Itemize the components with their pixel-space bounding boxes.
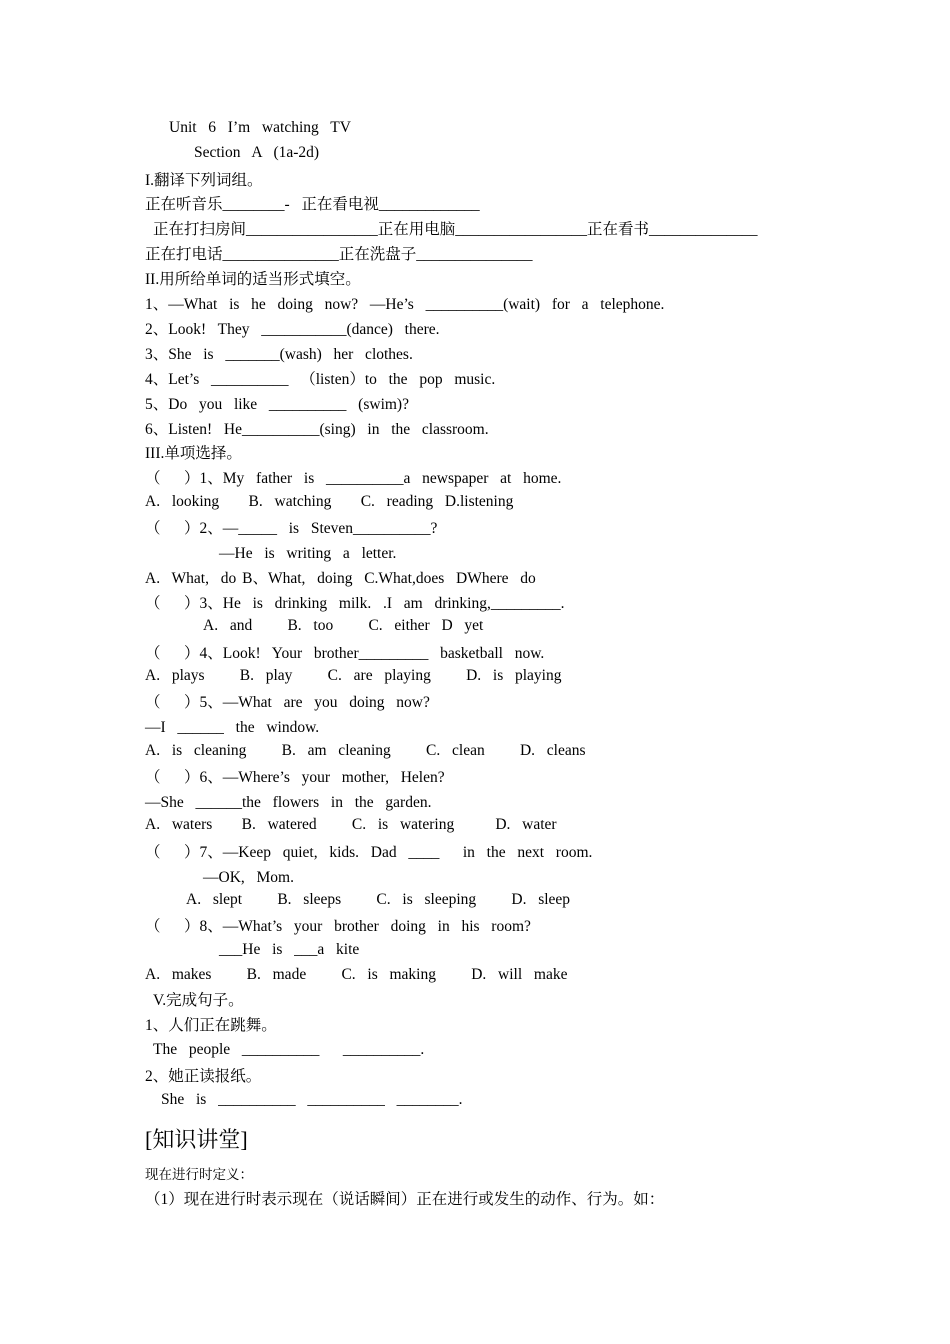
- mc-question-2: （ ）2、—_____ is Steven__________?: [145, 520, 438, 537]
- mc-options-1: A. looking B. watching C. reading D.listening: [145, 493, 514, 510]
- sentence-blank-2: She is __________ __________ ________.: [161, 1091, 463, 1108]
- sentence-prompt-1: 1、人们正在跳舞。: [145, 1017, 277, 1034]
- mc-options-7: A. slept B. sleeps C. is sleeping D. sleep: [186, 891, 571, 908]
- fill-item-1: 1、—What is he doing now? —He’s __________(wait) for a telephone.: [145, 296, 665, 313]
- part-v-heading: V.完成句子。: [153, 992, 244, 1009]
- part-iii-heading: III.单项选择。: [145, 445, 242, 462]
- mc-answer-line-2: —He is writing a letter.: [219, 545, 397, 562]
- mc-options-3: A. and B. too C. either D yet: [203, 617, 484, 634]
- fill-item-6: 6、Listen! He__________(sing) in the classroom.: [145, 421, 489, 438]
- mc-question-8: （ ）8、—What’s your brother doing in his room?: [145, 918, 531, 935]
- mc-question-5: （ ）5、—What are you doing now?: [145, 694, 430, 711]
- section-title: Section A (1a-2d): [194, 144, 320, 161]
- part-i-heading: I.翻译下列词组。: [145, 172, 263, 189]
- mc-options-8: A. makes B. made C. is making D. will make: [145, 966, 568, 983]
- definition-label: 现在进行时定义：: [145, 1167, 253, 1182]
- mc-question-3: （ ）3、He is drinking milk. .I am drinking,_________.: [145, 595, 565, 612]
- definition-text: （1）现在进行时表示现在（说话瞬间）正在进行或发生的动作、行为。如：: [145, 1191, 665, 1208]
- mc-options-4: A. plays B. play C. are playing D. is playing: [145, 667, 562, 684]
- knowledge-heading: [知识讲堂]: [145, 1127, 248, 1152]
- mc-question-1: （ ）1、My father is __________a newspaper at home.: [145, 470, 562, 487]
- translate-row-3: 正在打电话_______________正在洗盘子_______________: [145, 246, 533, 263]
- mc-answer-line-6: —She ______the flowers in the garden.: [145, 794, 432, 811]
- unit-title: Unit 6 I’m watching TV: [169, 119, 351, 136]
- sentence-prompt-2: 2、她正读报纸。: [145, 1068, 262, 1085]
- mc-options-6: A. waters B. watered C. is watering D. water: [145, 816, 557, 833]
- mc-answer-line-8: ___He is ___a kite: [219, 941, 360, 958]
- sentence-blank-1: The people __________ __________.: [153, 1041, 425, 1058]
- mc-question-6: （ ）6、—Where’s your mother, Helen?: [145, 769, 445, 786]
- mc-question-4: （ ）4、Look! Your brother_________ basketball now.: [145, 645, 545, 662]
- fill-item-2: 2、Look! They ___________(dance) there.: [145, 321, 440, 338]
- mc-question-7: （ ）7、—Keep quiet, kids. Dad ____ in the next room.: [145, 844, 593, 861]
- mc-answer-line-7: —OK, Mom.: [203, 869, 294, 886]
- mc-options-5: A. is cleaning B. am cleaning C. clean D. cleans: [145, 742, 586, 759]
- fill-item-4: 4、Let’s __________ （listen）to the pop music.: [145, 371, 496, 388]
- fill-item-3: 3、She is _______(wash) her clothes.: [145, 346, 413, 363]
- part-ii-heading: II.用所给单词的适当形式填空。: [145, 271, 361, 288]
- mc-options-2: A. What, do B、What, doing C.What,does DWhere do: [145, 570, 536, 587]
- mc-answer-line-5: —I ______ the window.: [145, 719, 320, 736]
- fill-item-5: 5、Do you like __________ (swim)?: [145, 396, 409, 413]
- translate-row-2: 正在打扫房间_________________正在用电脑_________________正在看书______________: [153, 221, 758, 238]
- translate-row-1: 正在听音乐________- 正在看电视_____________: [145, 196, 480, 213]
